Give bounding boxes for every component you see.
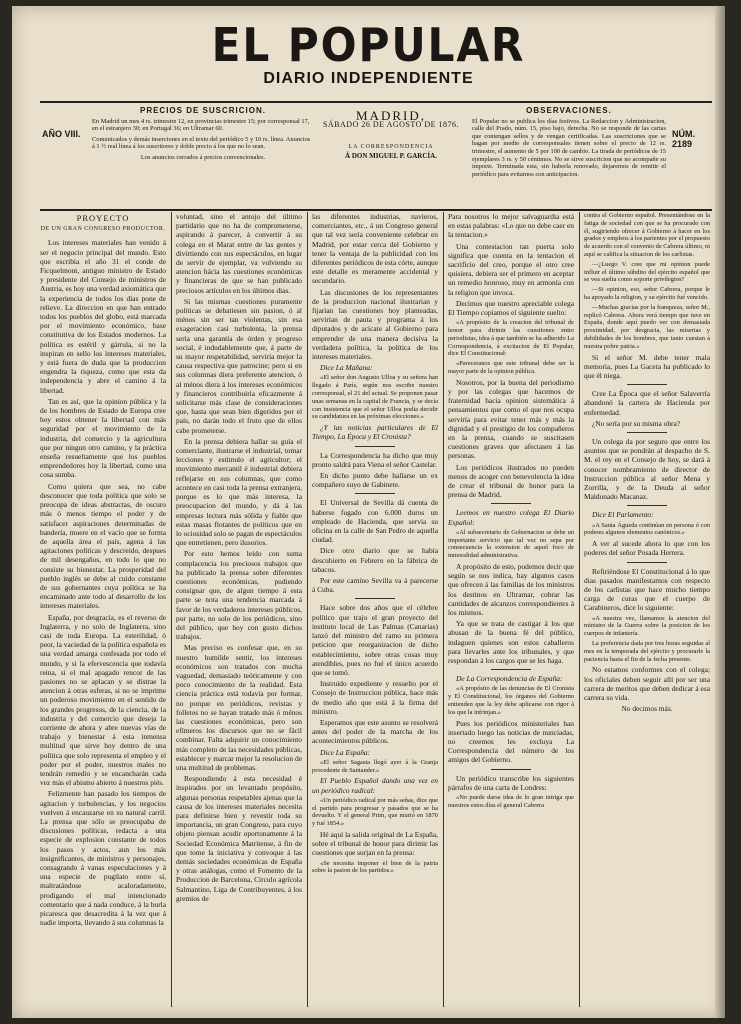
news-lead: Leemos en nuestro colega El Diario Español: <box>448 508 574 527</box>
column-rule <box>171 212 172 1007</box>
page-spine <box>715 6 725 1018</box>
paragraph: En la prensa debiera hallar su guía el comerciante, ilustrarse el industrial, tomar lecciones y estímulo el agricultor; el movimiento mercantil é industrial debiera reflejarse en sus columnas, que como acontece en casi toda la prensa extranjera, porque es lo que más interesa, la preocupacion del mundo, y dá á las empresas lectura más sólida y fiable que estas masas flotantes de políticos que en lo ociosidad solo se pagan de espectáculos que entretienen, pero ilusorios. <box>176 436 302 548</box>
paragraph: voluntad, sino el antojo del último partidario que no ha de comprometerse, aspirando á parecer, á convertir á su colega en el Marat entre de las gentes y divirtiendo con sus espectáculos, en lugar de servir de ejemplar, va volviendo su atencion hácia las cuestiones económicas y financieras de que se han publicado preciosos artículos en los últimos dias. <box>176 212 302 295</box>
paragraph: Mas preciso es confesar que, en su nuestro humilde sentir, los intereses económicos son tratados con mucha vaguedad, demasiado teóricamente y con poco conocimiento de la realidad. Esta ciencia práctica está todavía por formar, no porque en periódicos, revistas y folletos no se hayan tratado más ó ménos las cuestiones económicas, pero son efímeros los discursos que no se fácil combinar. Falta adquirir un conocimiento más completo de las necesidades públicas, establecer y marcar mejor la resolucion de una multitud de problemas. <box>176 643 302 772</box>
column-1 <box>40 212 166 1007</box>
correspondence-address: Á DON MIGUEL P. GARCÍA. <box>345 152 437 160</box>
paragraph: España, por desgracia, es el reverso de Inglaterra, y no solo de Inglaterra, sino casi de toda Europa. La esterilidad, ó peor, la vaciedad de la política española es una verdad amarga confesada por todo el mundo, y si la efervescencia que todavía reina, si el mal apagado rencor de las pasiones no se aplacan y se distrae la atencion á otras esferas, si no se imprime un poderoso movimiento en el sentido de los grandes progresos, de la ciencia, de la industria y del comercio que deseja la corriente de ahora y abre nuevas vías de trabajo y bienestar á esta inmensa multitud que sirve hoy dentro de una política que solo representa el empleo y el poder por el poder, nuestros males no tendrán remedio y se encancharán cada vez más el abismo abierto á nuestros piés. <box>40 612 166 788</box>
column-rule <box>443 212 444 1007</box>
paragraph: Si las mismas cuestiones puramente políticas se debatiesen sin pasion, ó al ménos sin ser tan violentas, sin esa exageracion casi turbulenta, la prensa seria una garantía de órden y progreso social, é indudablemente que, á parte de su mayor respetabilidad, serviria mejor la causa respectiva que patrocine; pero si en sus columnas diera preferente atencion, ó al ménos diera á los intereses económicos y financieros contribuiria eficazmente á solicitarse más clase de consideraciones que, hasta que sean bien digeridos por el país, no darán todo el fruto que de ellos cabe prometerse. <box>176 296 302 435</box>
city-label: MADRID, <box>356 108 426 123</box>
news-lead: El Pueblo Español dando una vez en un periódico radical: <box>312 776 438 795</box>
separator <box>355 446 395 447</box>
paragraph: ¿No sería por su misma obra? <box>592 418 681 428</box>
separator <box>355 493 395 494</box>
observations-text: El Popular no se publica los días festivos. La Redaccion y Administracion, calle del Prado, núm. 15, piso bajo, derecha. No se responde de las cartas que contengan sellos y de vengan certificadas. Las suscriciones que se hagan por medio de corresponsales tienen sobre el precio de 12 rs. trimestre, el aumento de 5 por 100 de cambio. La tirada de periódicos de 15 ejemplares 3 rs. y 50 céntimos. No se sirve suscricion que no acompañe su importe. Terminada esta, sin haberla renovado, dejaremos de remitir el periódico para evitarnos con anticipacion. <box>472 117 666 178</box>
paragraph: Una contestacion tan puerta solo significa que cuenta en la tentacion el sacrificio del creo, porque el otro cree quisiera, debiera ser el primero en aceptar un remedio honroso, muy en armonía con la religion que invoca. <box>448 241 574 297</box>
separator <box>491 503 531 504</box>
paragraph: ¿Y las noticias particulares de El Tiempo, La Época y El Cronista? <box>312 423 438 442</box>
paragraph: Por este camino Sevilla va á parecerse á Cuba. <box>312 576 438 595</box>
news-lead: Dice La Mañana: <box>320 363 373 373</box>
quote: «Se necesita imponer el bien de la patria sobre la pasion de los partidos.» <box>312 859 438 875</box>
year-label: AÑO VIII. <box>42 129 81 139</box>
subscription-line-2: Comunicados y demás inserciones en el texto del periódico 5 y 10 rs. línea. Anuncios á 1 ½ real línea á los suscritores y doble precio á los que no lo sean. <box>92 135 311 151</box>
paragraph: Dice otro diario que se había descubierto en Febrero en la fábrica de tabacos. <box>312 546 438 574</box>
quote: «El señor don Augusto Ulloa y su señora han llegado á París, según nos escribe nuestro corresponsal, el 21 del actual. Se proponen pasar unas semanas en la capital de Francia, y se decía con insistencia que el señor Ulloa podia decidir su candidatura en las próximas elecciones.» <box>312 374 438 421</box>
paragraph: Respondiendo á esta necesidad é inspirados por un levantado propósito, algunas personas respetables ajenas que la causa de los intereses materiales necesita para definirse bien y revestir toda su importancia, un gran Congreso, para cuyo objeto piensan acudir oportunamente á la Sociedad Económica Matritense, á fin de que tome la iniciativa y convoque á las demás sociedades económicas de España y otras análogas, como el Fomento de la Produccion de Barcelona, Círculo agrícola Salmantino, Liga de Contribuyentes, á los gremios de <box>176 774 302 903</box>
column-3 <box>312 212 438 1007</box>
separator <box>491 669 531 670</box>
paragraph: En dicho punto debe hallarse un ex compañero suyo de Gabinete. <box>312 471 438 490</box>
paragraph: Hace sobre dos años que el célebre político que trajo el gran proyecto del instituto local de Las Palmas (Canarias) lanzó del ministro del ramo su primera peticion que reorganizacion de dicho establecimiento, sobre otras cosas muy atendibles, pues no fué el único acuerdo que se tomó. <box>312 603 438 677</box>
separator <box>491 769 531 770</box>
quote: —Muchas gracias por la franqueza, señor M., replicó Cabrera. Ahora verá tiempo que tuve en España, donde aquí puedo ver con demasiada proximidad, por desgracia, las miserias y debilidades de los hombres, que tanto cuestan á nuestra pobre patria.» <box>584 303 710 350</box>
date-block <box>317 108 465 161</box>
paragraph: Hé aquí la salida original de La España, sobre el tribunal de honor para dirimir las cuestiones que surjan en la prensa: <box>312 829 438 858</box>
separator <box>627 384 667 385</box>
separator <box>627 562 667 563</box>
paragraph: Los intereses materiales han venido á ser el negocio principal del mundo. Esto que escribia el año 31 el conde de Ficquelmont, antiguo ministro de Estado y presidente del Consejo de ministros de Austria, es hoy una verdad axiomática que la experiencia de todos los dias pone de relieve. La direccion en que han entrado todos los pueblos del globo, está marcada por el movimiento económico, base constitutiva de los Estados modernos. La política es estéril y gárrula, si no la inspiran en sello los intereses materiales, y está fuera de duda que la produccion engendra la riqueza, como que esta da independencia y abre el camino á la libertad. <box>40 238 166 395</box>
masthead <box>12 20 725 88</box>
quote: «No puede darse idea de lo gran intriga que nuestros estos días el general Cabrera <box>448 794 574 809</box>
newspaper-subtitle: DIARIO INDEPENDIENTE <box>263 70 474 87</box>
column-rule <box>307 212 308 1007</box>
paragraph: Pues los periódicos ministeriales han insertado luego las noticias de nunciadas, no creemos les excluya La Correspondencia del número de los amigos del Gobierno. <box>448 718 574 765</box>
quote: —Si opinion, eso, señor Cabrera, porque le ha apoyado la religion, y su ejército fué vencido. <box>584 286 710 301</box>
paragraph: las diferentes industrias, navieros, comerciantes, etc., á un Congreso general que tal vez sería conveniente celebrar en Madrid, por estar cerca del Gobierno y tener la ventaja de la publicidad con los diferentes periódicos de esta córte, aunque este detalle es meramente accidental y secundario. <box>312 212 438 286</box>
paragraph: Felizmente han pasado los tiempos de agitacion y turbulencias, y los negocios vuelven á encauzarse en su natural carril. La prensa que sólo se preocupaba de discusiones políticas, redacta a una especie de explosion constante de todos los pasos y actos, aun los más insignificantes, de ministros y personajes, consagrando á vanas especulaciones y á una especie de pugilato entre sí, maltratándose acaloradamente, prodigando el mal intencionado comentario que á nada conduce, á la burla picaresca que desacredita á la vez que á nadie importa, llevando á sus columnas la <box>40 789 166 928</box>
paragraph: Esperamos que este asunto se resolverá antes del poder de la marcha de los acontecimientos públicos. <box>312 717 438 746</box>
quote: «El señor Sagasta llegó ayer á la Granja procedente de Santander.» <box>312 758 438 774</box>
quote: «A Santa Águeda continúan en persona ó con poderes algunos elementos canónicos.» <box>584 521 710 537</box>
quote: «A propósito de la creacion del tribunal de honor para dirimir las cuestiones entre periodistas, idea á que también se ha adherido La Correspondencia, á excitacion de El Popular, dice El Constitucional: <box>448 319 574 358</box>
paragraph: El Universal de Sevilla dá cuenta de haberse fugado con 6.000 duros un empleado de Hacienda, que servia su oficina en la calle de San Pedro de aquella ciudad. <box>312 498 438 545</box>
subscription-prices <box>92 107 314 162</box>
paragraph: No decimos más. <box>621 704 673 714</box>
column-2 <box>176 212 302 1007</box>
header-band <box>40 101 712 211</box>
separator <box>627 432 667 433</box>
quote: «A propósito de las denuncias de El Cronista y El Constitucional, los órganos del Gobierno entienden que la ley debe aplicarse con rigor á los que la infrinjan.» <box>448 685 574 716</box>
subscription-line-1: En Madrid un mes 4 rs. trimestre 12, en provincias trimestre 15; por corresponsal 17, en el estranjero 30; en Portugal 36; en Ultramar 60. <box>92 117 310 133</box>
news-lead: Dice El Parlamento: <box>592 510 654 520</box>
paragraph: A propósito de esto, podemos decir que según se nos indica, hay algunos casos que ofrecen á las familias de los ministros los destinos en Ultramar, cobrar las cantidades de alcanzos correspondientes á los mismos. <box>448 562 574 618</box>
paragraph: Cree La Época que el señor Salaverría abandonó la cartera de Hacienda por enfermedad. <box>584 389 710 417</box>
paragraph: Un periódico transcribe los siguientes párrafos de una carta de Londres: <box>448 773 574 792</box>
observations-title: OBSERVACIONES. <box>526 106 612 115</box>
paragraph: Un colega da por seguro que entre los asuntos que se pondrán al despacho de S. M. el rey en el Consejo de hoy, se dará á conocer nombramiento de director de Instruccion pública al señor Mena y Zorrilla, y de la Deuda al señor Maldonado Macanaz. <box>584 436 710 502</box>
paragraph: Por esto hemos leido con suma complacencia los preciosos trabajos que ha publicado la prensa sobre diferentes cuestiones económicas, pudiendo consignar que, de algun tiempo á esta parte se nota una tendencia marcada á favor de los verdaderos intereses públicos, por parte, no solo de los periódicos, sino del público, que hoy con gusto dichos trabajos. <box>176 549 302 642</box>
news-lead: De La Correspondencia de España: <box>456 674 563 684</box>
quote: «A nuestra vez, llamamos la atencion del ministro de la Guerra sobre la posicion de los cuerpos de infantería. <box>584 614 710 638</box>
paragraph: Como quiera que sea, no cabe desconocer que toda política que solo se preocupa de ideas abstractas, de oscuro más ó menos tiempo el poder y de satisfacer aspiraciones determinadas de bandería, muere en el vacío que se forma de aquella área el país, agena á las agitaciones políticas y descreido, despues de mil desengaños, en todo lo que no consiste su bienestar. La prosperidad del pueblo inglés se debe al cuido constante de sus gobernantes cuya política se ha encaminado ante todo al desarrollo de los intereses materiales. <box>40 481 166 611</box>
correspondence-label: LA CORRESPONDENCIA <box>348 144 434 150</box>
separator <box>355 598 395 599</box>
quote: «Un periódico radical por más señas, dice que el partido para progresar y pasados que se ha devuelto. Y el general Prim, que murió en 1870 y fué 1854.» <box>312 796 438 828</box>
paragraph: Ya que se trata de castigar á los que abusan de la buena fé del público, indaguen quienes son estos caballeros para llevarles ante los tribunales, y que respondan á los cargos que se les haga. <box>448 619 574 666</box>
subscription-title: PRECIOS DE SUSCRICION. <box>139 106 266 115</box>
paragraph: Las discusiones de los representantes de la produccion nacional ilustrarian y fijarian las cuestiones hoy planteadas, servirian de pauta y programa á los diputados y de acicate al Gobierno para emprender de una manera decisiva la verdadera política, la política de los intereses materiales. <box>312 287 438 362</box>
paragraph: A ver al sucede ahora lo que con los poderes del señor Posada Herrera. <box>584 539 710 558</box>
news-lead: Dice La España: <box>320 747 371 757</box>
paragraph: Nosotros, por la buena del periodismo y por las colegas que hacemos de fraternidad hacia opinion sistemática á pensamientos que como el que nos ocupa serviría para evitar tener más y más la dignidad y el prestigio de los compañeros en la prensa, cuando se suscitasen cuestiones graves que afectasen á las personas. <box>448 377 574 461</box>
column-rule <box>579 212 580 1007</box>
column-5 <box>584 212 710 1007</box>
paragraph: Si el señor M. debe tener mala memoria, pues La Gaceta ha publicado lo que él niega. <box>584 352 710 380</box>
column-4 <box>448 212 574 1007</box>
paragraph: Los periódicos ilustrados no pueden menos de acoger con benevolencia la idea de crear el tribunal de honor para la prensa de Madrid. <box>448 462 574 500</box>
subscription-line-3: Los anuncios cerrados á precios convencionales. <box>140 153 266 161</box>
issue-number: NÚM. 2189 <box>672 129 695 149</box>
article-heading: PROYECTO <box>76 213 130 223</box>
quote: contra el Gobierno español. Presentándose en la fatiga de sociedad con que se ha procurado con él, sugiriendo ofrecer á Gobierno á hacer en los grados y empleos á los parientes por el propuesto de acuerdo con el convenio de Cabrera último, ni aquí se califica la situacion de los carlistas. <box>584 212 710 258</box>
quote: «Pareceranos que este tribunal debe ser la mayor parte de la opinion pública. <box>448 360 574 376</box>
paragraph: Refiriéndose El Constitucional á lo que dias pasados manifestamos con respecto de los carlistas que hace mucho tiempo carga de curas que el cuerpo de Carabineros, dice lo siguiente: <box>584 566 710 613</box>
paragraph: Instruido expediente y resuelto por el Consejo de Instruccion pública, hace más de medio año que está á la firma del ministro. <box>312 679 438 716</box>
quote: «Al subsecretario de Gobernacion se debe un importante servicio que tal vez no sepa por consecuencia la extension de aquel foco de inmoralidad administrativa. <box>448 528 574 560</box>
issue-date: SÁBADO 26 DE AGOSTO DE 1876. <box>322 120 460 129</box>
newspaper-title: EL POPULAR <box>211 18 526 72</box>
observations <box>472 107 666 178</box>
paragraph: No estamos conformes con el colega; los oficiales deben seguir allí por ser una carrera de meritos que deben dedicar á esa carrera su vida. <box>584 665 710 702</box>
newspaper-page <box>12 6 725 1018</box>
paragraph: La Correspondencia ha dicho que muy pronto saldrá para Viena el señor Castelar. <box>312 450 438 469</box>
paragraph: Para nosotros lo mejor salvaguardia está en estas palabras: «Lo que no debe caer en la tentacion.» <box>448 212 574 240</box>
separator <box>627 505 667 506</box>
paragraph: Tan es así, que la opinion pública y la de los hombres de Estado de Europa cree hoy estos obtener la libertad con más seguridad por el movimiento de la industria, del comercio y la agricultura que por ningun otro camino, y la práctica enseña resueltamente que los pueblos emprendedores hoy la libertad, como una cosa sumba. <box>40 396 166 480</box>
quote: —¿Luego V. cree que mi opinion puede influir el último súbdito del ejército español que se vea suelta como soporte privilegios? <box>584 260 710 284</box>
article-subheading: DE UN GRAN CONGRESO PRODUCTOR. <box>40 226 166 233</box>
quote: La preferencia dada por tres horas seguidas al mes en la temporada del ejército y procurarle la paciencia hasta el fin de la fecha presente. <box>584 640 710 663</box>
paragraph: Decimos que nuestro apreciable colega El Tiempo copiamos el siguiente suelto: <box>448 298 574 318</box>
article-columns <box>40 212 712 1012</box>
